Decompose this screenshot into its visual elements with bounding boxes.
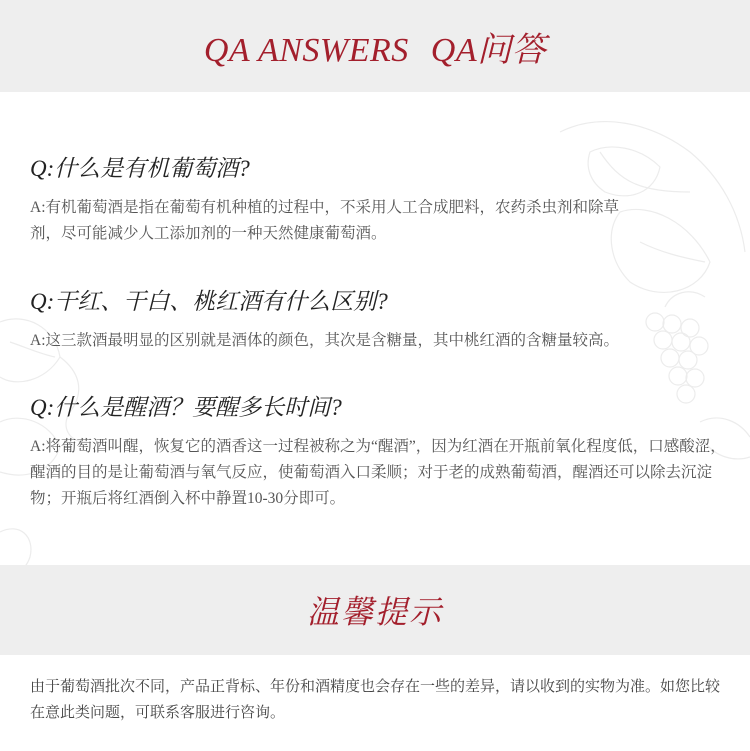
qa-answer: A:有机葡萄酒是指在葡萄有机种植的过程中，不采用人工合成肥料，农药杀虫剂和除草剂，尽可能减少人工添加剂的一种天然健康葡萄酒。 (30, 199, 620, 242)
qa-item (30, 150, 720, 247)
qa-answer: A:将葡萄酒叫醒，恢复它的酒香这一过程被称之为“醒酒”，因为红酒在开瓶前氧化程度低，口感酸涩，醒酒的目的是让葡萄酒与氧气反应，使葡萄酒入口柔顺；对于老的成熟葡萄酒，醒酒还可以除去沉淀物；开瓶后将红酒倒入杯中静置10-30分即可。 (30, 438, 726, 507)
tips-title: 温馨提示 (306, 594, 443, 630)
qa-item (30, 283, 720, 354)
tips-text: 由于葡萄酒批次不同，产品正背标、年份和酒精度也会存在一些的差异，请以收到的实物为准。如您比较在意此类问题，可联系客服进行咨询。 (30, 678, 721, 721)
qa-title-chinese: QA问答 (430, 31, 547, 69)
qa-title-english: QA ANSWERS (203, 31, 409, 69)
qa-question: Q:干红、干白、桃红酒有什么区别? (30, 289, 388, 314)
tips-header-band (0, 565, 750, 655)
qa-question: Q:什么是醒酒？要醒多长时间? (30, 395, 342, 420)
qa-answer: A:这三款酒最明显的区别就是酒体的颜色，其次是含糖量，其中桃红酒的含糖量较高。 (30, 332, 620, 349)
qa-item (30, 389, 726, 512)
qa-question: Q:什么是有机葡萄酒? (30, 156, 250, 181)
qa-header-band (0, 0, 750, 92)
qa-header-title (204, 22, 546, 71)
